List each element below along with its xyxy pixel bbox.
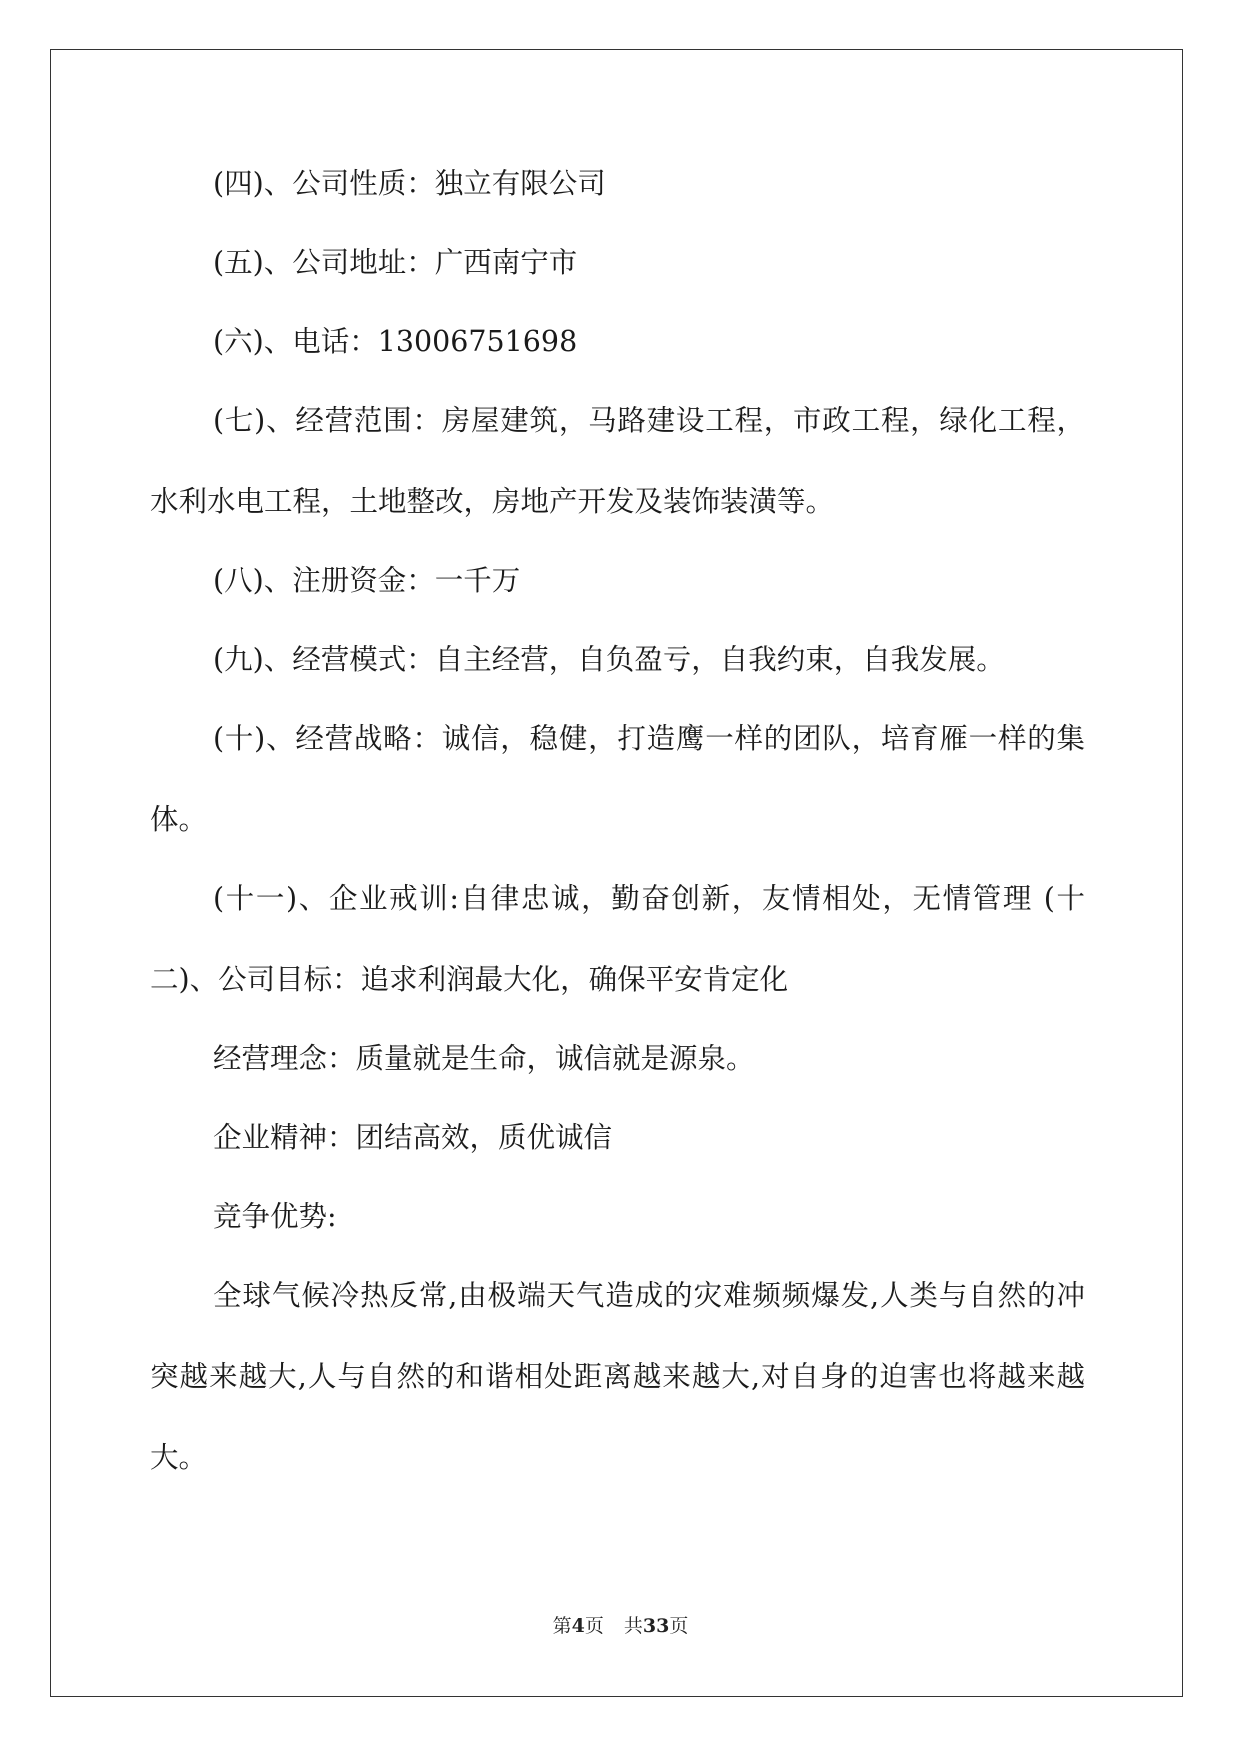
total-prefix: 共 bbox=[623, 1615, 643, 1637]
page-suffix: 页 bbox=[584, 1615, 604, 1637]
total-suffix: 页 bbox=[669, 1615, 689, 1637]
paragraph-business-model: (九)、经营模式：自主经营，自负盈亏，自我约束，自我发展。 bbox=[213, 643, 1005, 676]
total-pages: 33 bbox=[642, 1615, 670, 1637]
document-body bbox=[150, 164, 1085, 1517]
paragraph-company-nature: (四)、公司性质：独立有限公司 bbox=[213, 167, 606, 200]
paragraph-competitive-advantage-heading: 竞争优势: bbox=[213, 1200, 337, 1233]
paragraph-climate: 全球气候冷热反常,由极端天气造成的灾难频频爆发,人类与自然的冲突越来越大,人与自然的和谐相处距离越来越大,对自身的迫害也将越来越大。 bbox=[150, 1279, 1085, 1474]
paragraph-business-scope: (七)、经营范围：房屋建筑，马路建设工程，市政工程，绿化工程，水利水电工程，土地整改，房地产开发及装饰装潢等。 bbox=[150, 404, 1085, 518]
paragraph-business-philosophy: 经营理念：质量就是生命，诚信就是源泉。 bbox=[213, 1042, 755, 1075]
page-prefix: 第 bbox=[552, 1615, 572, 1637]
paragraph-phone: (六)、电话：13006751698 bbox=[213, 325, 578, 358]
page-number: 4 bbox=[571, 1615, 585, 1637]
paragraph-company-address: (五)、公司地址：广西南宁市 bbox=[213, 246, 578, 279]
paragraph-motto-and-goal: (十一)、企业戒训:自律忠诚，勤奋创新，友情相处，无情管理 (十二)、公司目标：追求利润最大化，确保平安肯定化 bbox=[150, 882, 1085, 996]
paragraph-enterprise-spirit: 企业精神：团结高效，质优诚信 bbox=[213, 1121, 613, 1154]
paragraph-business-strategy: (十)、经营战略：诚信，稳健，打造鹰一样的团队，培育雁一样的集体。 bbox=[150, 722, 1085, 836]
paragraph-registered-capital: (八)、注册资金：一千万 bbox=[213, 564, 521, 597]
page-footer bbox=[0, 1614, 1241, 1638]
